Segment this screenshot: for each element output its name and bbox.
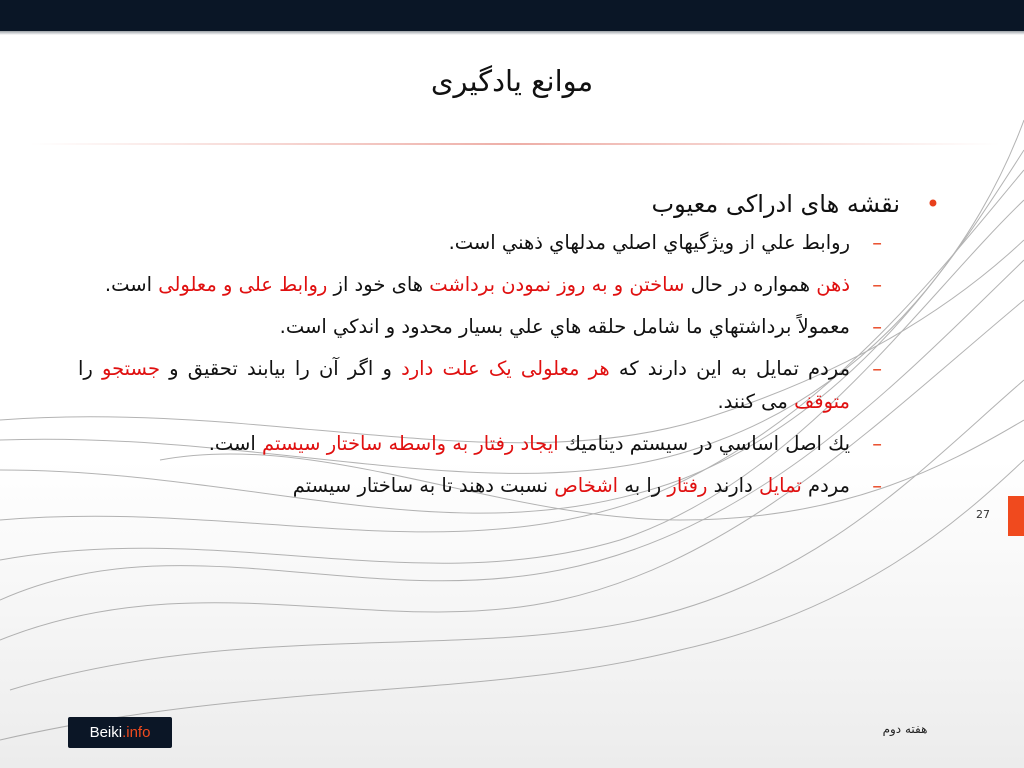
sub-bullet-text: است. [104, 273, 159, 296]
beiki-logo [68, 717, 172, 748]
sub-bullet-text: همواره در حال [684, 273, 817, 296]
sub-bullet [78, 427, 944, 460]
highlighted-text: هر معلولی یک علت دارد [401, 357, 610, 380]
sub-bullet-text: را به [618, 474, 668, 497]
highlighted-text: ايجاد رفتار به واسطه ساختار سيستم [262, 432, 559, 455]
slide-title: موانع یادگیری [430, 64, 594, 98]
sub-bullet-dash-icon: – [872, 273, 882, 296]
side-accent-tab [1008, 496, 1024, 536]
sub-bullet-dash-icon: – [872, 432, 882, 455]
highlighted-text: ساختن و به روز نمودن برداشت [429, 273, 685, 296]
sub-bullet [78, 226, 944, 259]
sub-bullet-text: مردم [801, 474, 850, 497]
page-number: 27 [976, 508, 990, 521]
sub-bullet-dash-icon: – [872, 231, 882, 254]
footer-text: هفته دوم [882, 722, 928, 736]
main-bullet-text: نقشه های ادراکی معیوب [651, 190, 900, 218]
sub-bullet-text: روابط علي از ويژگيهاي اصلي مدلهاي ذهني است. [448, 231, 850, 254]
sub-bullet-dash-icon: – [872, 357, 882, 380]
highlighted-text: اشخاص [554, 474, 619, 497]
sub-bullet-text: نسبت دهند تا به ساختار سیستم [292, 474, 555, 497]
title-divider [30, 143, 1000, 145]
sub-bullet [78, 310, 944, 343]
sub-bullet-text: مردم تمایل به این دارند که [609, 357, 851, 380]
sub-bullet-text: را [78, 357, 103, 380]
sub-bullet-list [78, 226, 944, 502]
sub-bullet [78, 268, 944, 301]
highlighted-text: ذهن [816, 273, 850, 296]
bullet-dot-icon: • [925, 190, 940, 218]
sub-bullet [78, 469, 944, 502]
sub-bullet-text: دارند [707, 474, 759, 497]
highlighted-text: متوقف [794, 390, 850, 413]
logo-suffix: .info [122, 724, 151, 741]
sub-bullet-text: و اگر آن را بیابند تحقیق و [160, 357, 402, 380]
highlighted-text: روابط علی و معلولی [158, 273, 328, 296]
logo-text: Beiki [89, 724, 123, 741]
sub-bullet-text: معمولاً برداشتهاي ما شامل حلقه هاي علي بسيار محدود و اندكي است. [279, 315, 850, 338]
sub-bullet [78, 352, 944, 418]
sub-bullet-dash-icon: – [872, 315, 882, 338]
sub-bullet-text: است. [208, 432, 263, 455]
sub-bullet-text: می کنند. [717, 390, 795, 413]
main-bullet [78, 186, 944, 222]
highlighted-text: رفتار [667, 474, 708, 497]
highlighted-text: تمایل [758, 474, 802, 497]
slide-content [78, 186, 944, 511]
highlighted-text: جستجو [102, 357, 161, 380]
sub-bullet-text: های خود از [327, 273, 430, 296]
sub-bullet-text: يك اصل اساسي در سيستم ديناميك [558, 432, 850, 455]
sub-bullet-dash-icon: – [872, 474, 882, 497]
